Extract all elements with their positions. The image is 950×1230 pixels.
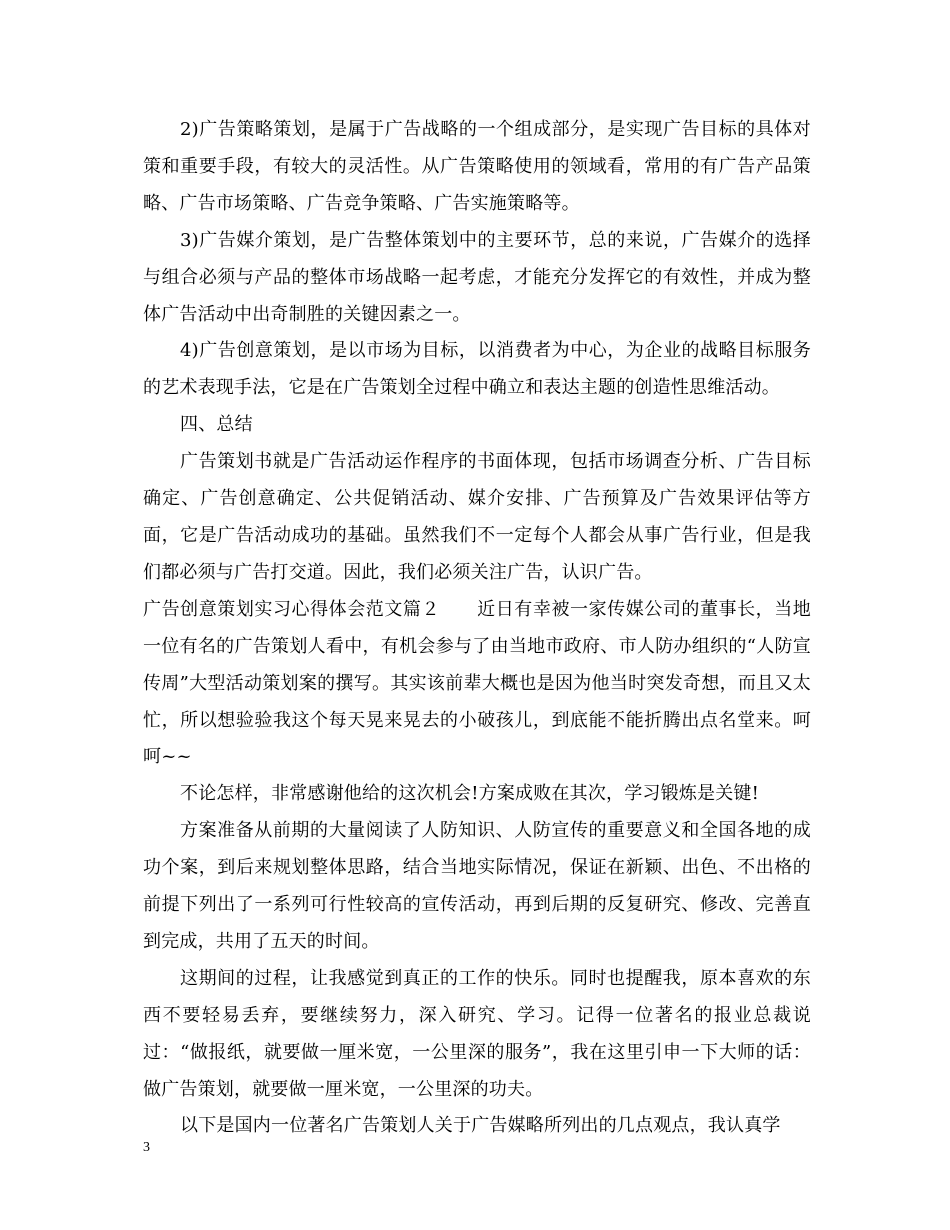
paragraph-preparation: 方案准备从前期的大量阅读了人防知识、人防宣传的重要意义和全国各地的成功个案，到后来规划整体思路，结合当地实际情况，保证在新颖、出色、不出格的前提下列出了一系列可行性较高的宣传活动，再到后期的反复研究、修改、完善直到完成，共用了五天的时间。 <box>143 820 811 952</box>
paragraph-ad-media: 3)广告媒介策划，是广告整体策划中的主要环节，总的来说，广告媒介的选择与组合必须与产品的整体市场战略一起考虑，才能充分发挥它的有效性，并成为整体广告活动中出奇制胜的关键因素之一。 <box>143 229 811 325</box>
paragraph-reflection: 这期间的过程，让我感觉到真正的工作的快乐。同时也提醒我，原本喜欢的东西不要轻易丢弃，要继续努力，深入研究、学习。记得一位著名的报业总裁说过：“做报纸，就要做一厘米宽，一公里深的服务”，我在这里引申一下大师的话：做广告策划，就要做一厘米宽，一公里深的功夫。 <box>143 967 811 1100</box>
paragraph-following: 以下是国内一位著名广告策划人关于广告媒略所列出的几点观点，我认真学 <box>180 1115 781 1137</box>
paragraph-ad-creative: 4)广告创意策划，是以市场为目标，以消费者为中心，为企业的战略目标服务的艺术表现手法，它是在广告策划全过程中确立和表达主题的创造性思维活动。 <box>143 340 811 399</box>
paragraph-thanks: 不论怎样，非常感谢他给的这次机会!方案成败在其次，学习锻炼是关键! <box>180 783 760 805</box>
paragraph-ad-strategy: 2)广告策略策划，是属于广告战略的一个组成部分，是实现广告目标的具体对策和重要手段，有较大的灵活性。从广告策略使用的领域看，常用的有广告产品策略、广告市场策略、广告竞争策略、广告实施策略等。 <box>143 119 811 214</box>
paragraph-summary: 广告策划书就是广告活动运作程序的书面体现，包括市场调查分析、广告目标确定、广告创意确定、公共促销活动、媒介安排、广告预算及广告效果评估等方面，它是广告活动成功的基础。虽然我们不一定每个人都会从事广告行业，但是我们都必须与广告打交道。因此，我们必须关注广告，认识广告。 <box>143 451 811 583</box>
document-body <box>143 112 811 1145</box>
page-number: 3 <box>143 1140 150 1155</box>
section-heading-summary: 四、总结 <box>180 414 253 436</box>
paragraph-essay-intro: 广告创意策划实习心得体会范文篇２ 近日有幸被一家传媒公司的董事长，当地一位有名的广告策划人看中，有机会参与了由当地市政府、市人防办组织的“人防宣传周”大型活动策划案的撰写。其实该前辈大概也是因为他当时突发奇想，而且又太忙，所以想验验我这个每天晃来晃去的小破孩儿，到底能不能折腾出点名堂来。呵呵~~ <box>143 598 811 768</box>
